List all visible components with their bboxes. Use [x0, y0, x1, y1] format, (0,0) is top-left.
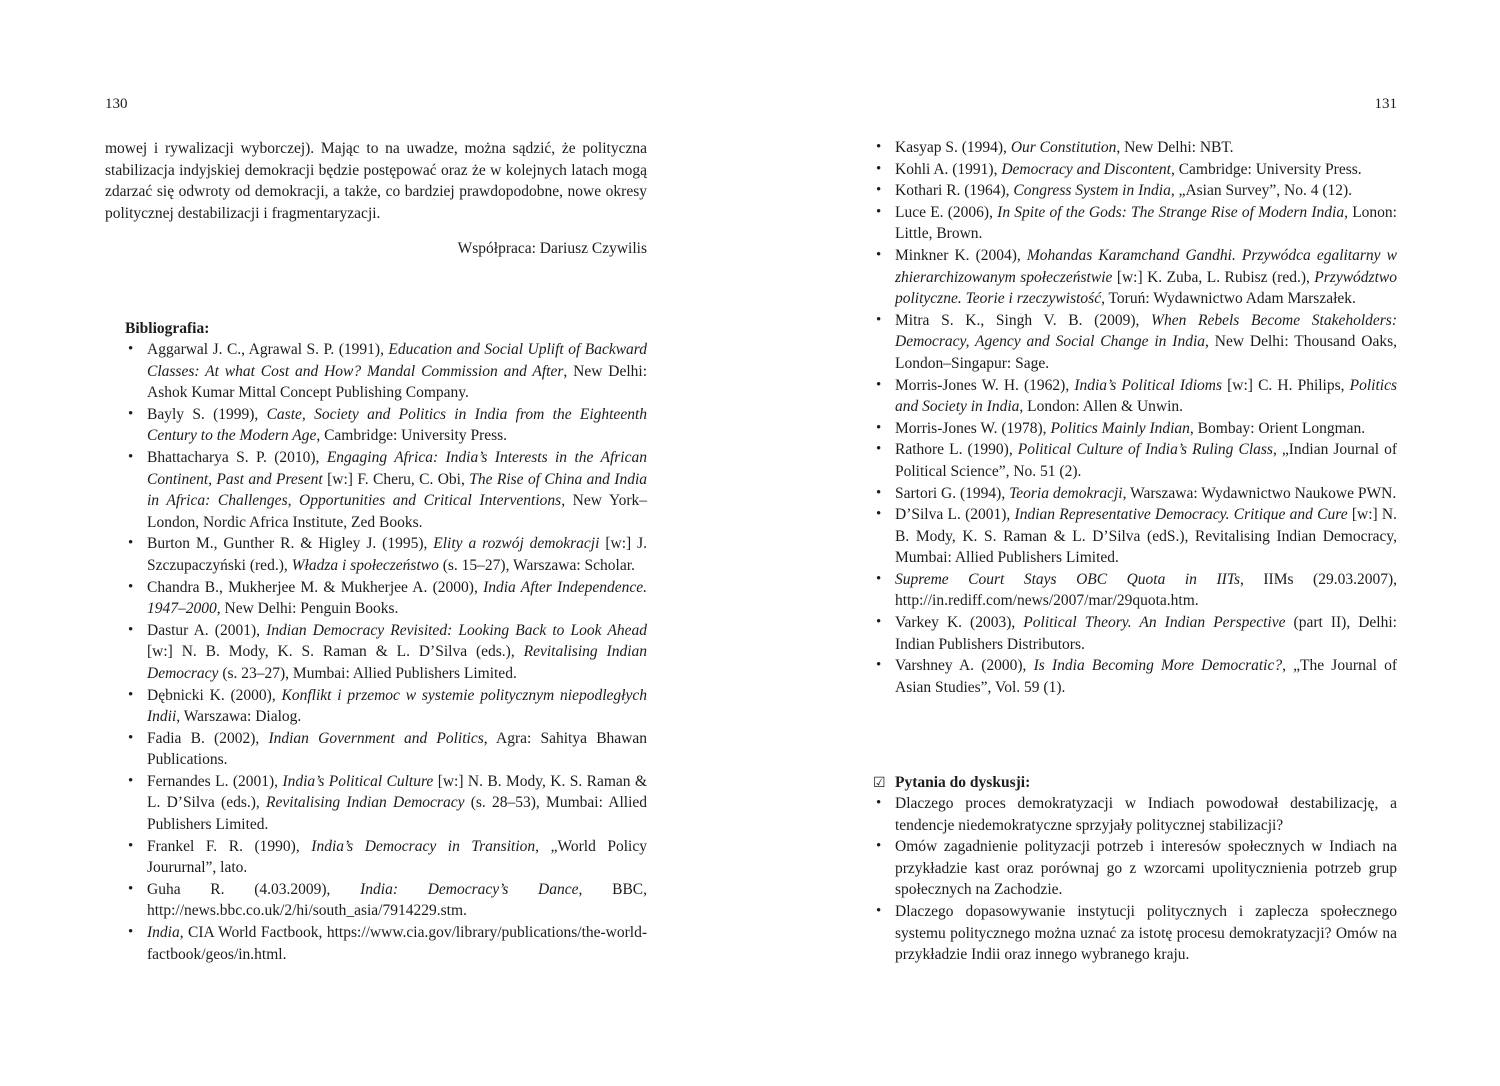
list-item	[873, 375, 1397, 418]
entry-text: Bhattacharya S. P. (2010),	[147, 448, 327, 466]
entry-title: Konflikt i przemoc w systemie politycznym niepodległych Indii	[147, 686, 647, 726]
entry-text: [w:] N. B. Mody, K. S. Raman & L. D’Silva (edS.), Revitalising Indian Democracy, Mumbai: Allied Publishers Limited.	[895, 506, 1397, 567]
entry-text: Dastur A. (2001),	[147, 621, 267, 639]
entry-text: , „Indian Journal of Political Science”, No. 51 (2).	[895, 441, 1397, 480]
entry-text: , Cambridge: University Press.	[316, 427, 508, 445]
entry-text: , Bombay: Orient Longman.	[1189, 419, 1366, 437]
entry-title: Elity a rozwój demokracji	[433, 535, 600, 553]
entry-text: , „Asian Survey”, No. 4 (12).	[1170, 182, 1353, 200]
entry-text: , „The Journal of Asian Studies”, Vol. 59 (1).	[895, 657, 1397, 696]
entry-text: , BBC, http://news.bbc.co.uk/2/hi/south_asia/7914229.stm.	[147, 880, 647, 920]
list-item	[873, 180, 1397, 202]
entry-text: [w:] F. Cheru, C. Obi,	[322, 470, 470, 488]
entry-title: India After Independence. 1947–2000	[147, 578, 647, 618]
left-page	[105, 0, 647, 1086]
entry-text: , New Delhi: Thousand Oaks, London–Singapur: Sage.	[895, 333, 1397, 372]
entry-title: India: Democracy’s Dance	[360, 880, 579, 898]
entry-text: Rathore L. (1990),	[895, 441, 1018, 459]
entry-text: , Warszawa: Wydawnictwo Naukowe PWN.	[1122, 484, 1397, 502]
list-item: • Dlaczego dopasowywanie instytucji politycznych i zaplecza społecznego systemu politycznego można uznać za istotę procesu demokratyzacji? Omów na przykładzie Indii oraz innego wybranego kraju.	[873, 901, 1397, 966]
entry-text: Varkey K. (2003),	[895, 614, 1024, 632]
entry-title: Władza i społeczeństwo	[291, 556, 439, 574]
entry-text: Frankel F. R. (1990),	[147, 837, 312, 855]
list-item: • Omów zagadnienie polityzacji potrzeb i interesów społecznych w Indiach na przykładzie kast oraz porównaj go z wzorcami upolitycznienia potrzeb grup społecznych na Zachodzie.	[873, 836, 1397, 901]
checkbox-checked-icon: ☑	[873, 775, 886, 791]
questions-heading	[873, 772, 1030, 794]
entry-title: In Spite of the Gods: The Strange Rise of Modern India	[997, 203, 1345, 221]
list-item	[873, 245, 1397, 310]
entry-title: Mohandas Karamchand Gandhi. Przywódca egalitarny w zhierarchizowanym społeczeństwie	[895, 246, 1397, 286]
list-item	[125, 339, 647, 404]
entry-title: India’s Democracy in Transition	[311, 837, 536, 855]
entry-title: Politics Mainly Indian	[1050, 419, 1190, 437]
entry-text: Mitra S. K., Singh V. B. (2009),	[895, 311, 1152, 329]
entry-text: Kohli A. (1991),	[895, 160, 1002, 178]
entry-title: Engaging Africa: India’s Interests in the African Continent, Past and Present	[147, 448, 647, 488]
entry-title: When Rebels Become Stakeholders: Democracy, Agency and Social Change in India	[895, 311, 1397, 351]
bibliography-heading: Bibliografia:	[125, 320, 210, 337]
list-item	[873, 159, 1397, 181]
list-item	[125, 620, 647, 685]
entry-text: (part II), Delhi: Indian Publishers Distributors.	[895, 614, 1397, 653]
entry-title: Revitalising Indian Democracy	[147, 643, 648, 682]
entry-text: , London: Allen & Unwin.	[1019, 398, 1184, 416]
list-item	[125, 685, 647, 728]
entry-text: Luce E. (2006),	[895, 203, 998, 221]
entry-text: , CIA World Factbook, https://www.cia.gov/library/publications/the-world-factbook/geos/in.html.	[147, 924, 647, 963]
entry-text: , Lonon: Little, Brown.	[895, 203, 1397, 243]
entry-text: , Warszawa: Dialog.	[176, 708, 302, 726]
list-item	[873, 439, 1397, 482]
list-item	[125, 577, 647, 620]
entry-text: Burton M., Gunther R. & Higley J. (1995),	[147, 535, 434, 553]
list-item	[125, 728, 647, 771]
entry-text: [w:] N. B. Mody, K. S. Raman & L. D’Silva (eds.),	[147, 772, 647, 812]
entry-title: India’s Political Culture	[282, 772, 434, 790]
list-item	[873, 569, 1397, 612]
entry-text: Fadia B. (2002),	[147, 729, 269, 747]
entry-text: Minkner K. (2004),	[895, 246, 1027, 264]
entry-text: Varshney A. (2000),	[895, 657, 1034, 675]
entry-text: Guha R. (4.03.2009),	[147, 880, 361, 898]
entry-text: Dębnicki K. (2000),	[147, 686, 282, 704]
entry-title: India’s Political Idioms	[1074, 376, 1223, 394]
entry-text: (s. 23–27), Mumbai: Allied Publishers Limited.	[218, 664, 517, 682]
list-item	[125, 922, 647, 965]
questions-list	[873, 793, 1397, 966]
entry-title: Is India Becoming More Democratic?	[1033, 657, 1283, 675]
entry-text: , „World Policy Joururnal”, lato.	[147, 837, 647, 877]
entry-title: Education and Social Uplift of Backward Classes: At what Cost and How? Mandal Commission and After	[147, 341, 647, 380]
entry-title: Indian Government and Politics	[268, 729, 484, 747]
entry-text: Sartori G. (1994),	[895, 484, 1010, 502]
entry-title: Przywództwo polityczne. Teorie i rzeczywistość	[895, 268, 1397, 308]
entry-title: The Rise of China and India in Africa: Challenges, Opportunities and Critical Interventions	[147, 470, 648, 510]
entry-text: , New Delhi: NBT.	[1116, 139, 1234, 156]
entry-title: Indian Representative Democracy. Critique and Cure	[1014, 506, 1348, 524]
entry-text: , Agra: Sahitya Bhawan Publications.	[147, 729, 647, 769]
entry-text: , IIMs (29.03.2007), http://in.rediff.com/news/2007/mar/29quota.htm.	[895, 570, 1397, 610]
entry-text: Kothari R. (1964),	[895, 182, 1014, 200]
entry-title: Revitalising Indian Democracy	[266, 794, 465, 812]
list-item	[873, 202, 1397, 245]
entry-text: Chandra B., Mukherjee M. & Mukherjee A. (2000),	[147, 578, 484, 596]
entry-text: D’Silva L. (2001),	[895, 506, 1015, 524]
right-page	[873, 0, 1397, 1086]
entry-title: Political Theory. An Indian Perspective	[1023, 614, 1286, 632]
entry-text: Fernandes L. (2001),	[147, 772, 283, 790]
questions-heading-label: Pytania do dyskusji:	[895, 774, 1031, 791]
list-item	[125, 771, 647, 836]
entry-title: Politics and Society in India	[895, 376, 1397, 416]
entry-text: Aggarwal J. C., Agrawal S. P. (1991),	[147, 341, 389, 358]
list-item: • Dlaczego proces demokratyzacji w Indiach powodował destabilizację, a tendencje niedemokratyczne sprzyjały politycznej stabilizacji?	[873, 793, 1397, 836]
list-item	[125, 533, 647, 576]
intro-paragraph: mowej i rywalizacji wyborczej). Mając to na uwadze, można sądzić, że polityczna stabilizacja indyjskiej demokracji będzie postępować oraz że w kolejnych latach mogą zdarzać się odwroty od demokracji, a także, co bardziej prawdopodobne, nowe okresy politycznej destabilizacji i fragmentaryzacji.	[105, 140, 647, 222]
entry-text: Morris-Jones W. (1978),	[895, 419, 1051, 437]
list-item	[125, 879, 647, 922]
entry-title: Caste, Society and Politics in India from the Eighteenth Century to the Modern Age	[147, 405, 648, 445]
list-item	[873, 483, 1397, 505]
entry-text: , New Delhi: Ashok Kumar Mittal Concept Publishing Company.	[147, 362, 647, 402]
entry-text: (s. 15–27), Warszawa: Scholar.	[438, 556, 635, 574]
entry-text: [w:] K. Zuba, L. Rubisz (red.),	[1112, 268, 1315, 286]
entry-title: Democracy and Discontent	[1001, 160, 1171, 178]
entry-title: Supreme Court Stays OBC Quota in IITs	[895, 570, 1240, 588]
list-item	[873, 612, 1397, 655]
entry-title: Congress System in India	[1013, 182, 1171, 200]
entry-text: Morris-Jones W. H. (1962),	[895, 376, 1075, 394]
bibliography-list	[873, 137, 1397, 698]
entry-title: Indian Democracy Revisited: Looking Back to Look Ahead	[266, 621, 647, 639]
entry-title: Our Constitution	[1010, 139, 1117, 156]
list-item	[125, 836, 647, 879]
list-item	[873, 504, 1397, 569]
list-item	[873, 137, 1397, 159]
entry-text: [w:] J. Szczupaczyński (red.),	[147, 535, 647, 574]
list-item	[125, 404, 647, 447]
entry-title: India	[147, 924, 180, 942]
entry-text: [w:] C. H. Philips,	[1222, 376, 1350, 394]
entry-text: , New Delhi: Penguin Books.	[216, 600, 399, 618]
signature: Współpraca: Dariusz Czywilis	[457, 240, 647, 257]
entry-text: Kasyap S. (1994),	[895, 139, 1011, 156]
list-item	[125, 447, 647, 533]
list-item	[873, 418, 1397, 440]
list-item	[873, 310, 1397, 375]
entry-text: , Toruń: Wydawnictwo Adam Marszałek.	[1101, 290, 1356, 308]
entry-text: , Cambridge: University Press.	[1170, 160, 1362, 178]
list-item	[873, 655, 1397, 698]
entry-title: Teoria demokracji	[1009, 484, 1123, 502]
entry-text: [w:] N. B. Mody, K. S. Raman & L. D’Silva (eds.),	[147, 643, 524, 661]
page-number: 131	[1374, 96, 1397, 112]
page-number: 130	[105, 96, 128, 112]
entry-title: Political Culture of India’s Ruling Class	[1017, 441, 1273, 459]
entry-text: , New York–London, Nordic Africa Institute, Zed Books.	[147, 492, 647, 531]
entry-text: (s. 28–53), Mumbai: Allied Publishers Limited.	[147, 794, 648, 834]
entry-text: Bayly S. (1999),	[147, 405, 267, 423]
bibliography-list	[125, 339, 647, 965]
